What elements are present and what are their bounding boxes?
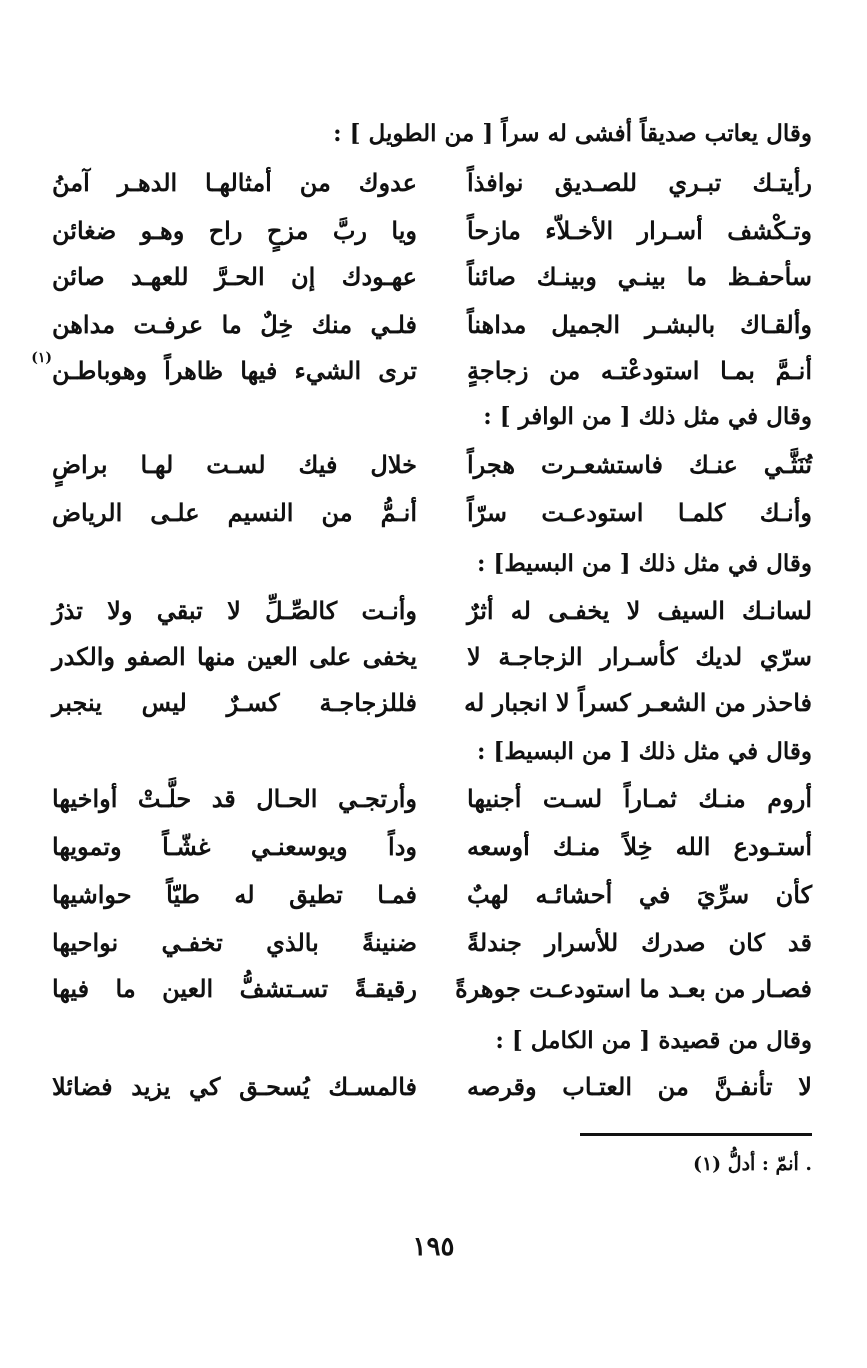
verse-first-hemistich: قد كان صدرك للأسرار جندلةً [467, 928, 812, 957]
verse-first-hemistich: سأحفـظ ما بينـي وبينـك صائناً [467, 262, 812, 291]
verse-line [31, 350, 812, 400]
verse-first-hemistich: رأيتـك تبـري للصـديق نوافذاً [467, 168, 812, 197]
verse-second-hemistich: وداً ويوسعنـي غشّـاً وتمويها [52, 832, 417, 861]
verse-first-hemistich: وألقـاك بالبشـر الجميل مداهناً [467, 310, 812, 339]
verse-first-hemistich: أنـمَّ بمـا استودعْتـه من زجاجةٍ [467, 356, 812, 385]
verse-first-hemistich: وتـكْشف أسـرار الأخـلاّء مازحاً [467, 216, 812, 245]
verse-line [52, 216, 812, 260]
page-number: ١٩٥ [412, 1232, 455, 1262]
verse-line [52, 262, 812, 306]
verse-first-hemistich: أستـودع الله خِلاً منـك أوسعه [467, 832, 812, 861]
verse-second-hemistich: عهـودك إن الحـرَّ للعهـد صائن [52, 262, 417, 291]
verse-second-hemistich: فلـي منك خِلٌ ما عرفـت مداهن [52, 310, 417, 339]
verse-first-hemistich: تُنَثَّـي عنـك فاستشعـرت هجراً [467, 450, 812, 479]
section-intro: وقال في مثل ذلك [ من الوافر ] : [483, 403, 812, 430]
verse-first-hemistich: سرّي لديك كأسـرار الزجاجـة لا [467, 642, 812, 671]
verse-second-hemistich: ويا ربَّ مزحٍ راح وهـو ضغائن [52, 216, 417, 245]
footnote-separator [580, 1133, 812, 1136]
verse-second-hemistich: ضنينةً بالذي تخفـي نواحيها [52, 928, 417, 957]
verse-line [52, 642, 812, 686]
verse-second-hemistich: يخفى على العين منها الصفو والكدر [52, 642, 417, 671]
verse-second-hemistich: ترى الشيء فيها ظاهراً وهوباطـن [52, 356, 417, 385]
verse-second-hemistich: وأنـت كالصِّـلِّ لا تبقي ولا تذرُ [52, 596, 417, 625]
verse-second-hemistich: فللزجاجـة كسـرٌ ليس ينجبر [52, 688, 417, 717]
verse-line [52, 974, 812, 1018]
verse-line [52, 1072, 812, 1116]
verse-second-hemistich: رقيقـةً تسـتشفُّ العين ما فيها [52, 974, 417, 1003]
verse-line [52, 596, 812, 640]
section-intro: وقال في مثل ذلك [ من البسيط] : [476, 738, 812, 765]
verse-second-hemistich: عدوك من أمثالهـا الدهـر آمنُ [52, 168, 417, 197]
verse-line [52, 688, 812, 732]
footnote: (١) أنمّ : أدلُّ . [692, 1153, 812, 1175]
verse-line [52, 832, 812, 876]
verse-line [52, 310, 812, 354]
section-intro: وقال يعاتب صديقاً أفشى له سراً [ من الطويل ] : [333, 120, 812, 147]
verse-second-hemistich: فمـا تطيق له طيّاً حواشيها [52, 880, 417, 909]
section-intro: وقال من قصيدة [ من الكامل ] : [495, 1027, 812, 1054]
verse-first-hemistich: فصـار من بعـد ما استودعـت جوهرةً [455, 974, 812, 1003]
verse-line [52, 498, 812, 542]
verse-first-hemistich: أروم منـك ثمـاراً لسـت أجنيها [467, 784, 812, 813]
verse-line [52, 784, 812, 828]
verse-second-hemistich: فالمسـك يُسحـق كي يزيد فضائلا [52, 1072, 417, 1101]
verse-first-hemistich: وأنـك كلمـا استودعـت سرّاً [467, 498, 812, 527]
verse-first-hemistich: كأن سرِّيَ في أحشائـه لهبٌ [467, 880, 812, 909]
verse-second-hemistich: وأرتجـي الحـال قد حلَّـتْ أواخيها [52, 784, 417, 813]
verse-line [52, 450, 812, 494]
section-intro: وقال في مثل ذلك [ من البسيط] : [476, 550, 812, 577]
verse-line [52, 880, 812, 924]
verse-second-hemistich: خلال فيك لسـت لهـا براضٍ [52, 450, 417, 479]
verse-first-hemistich: لسانـك السيف لا يخفـى له أثرٌ [467, 596, 812, 625]
footnote-marker: (١) [31, 350, 52, 366]
verse-line [52, 168, 812, 212]
verse-line [52, 928, 812, 972]
verse-first-hemistich: لا تأنفـنَّ من العتـاب وقرصه [467, 1072, 812, 1101]
verse-first-hemistich: فاحذر من الشعـر كسراً لا انجبار له [464, 688, 812, 717]
verse-second-hemistich: أنـمُّ من النسيم علـى الرياض [52, 498, 417, 527]
